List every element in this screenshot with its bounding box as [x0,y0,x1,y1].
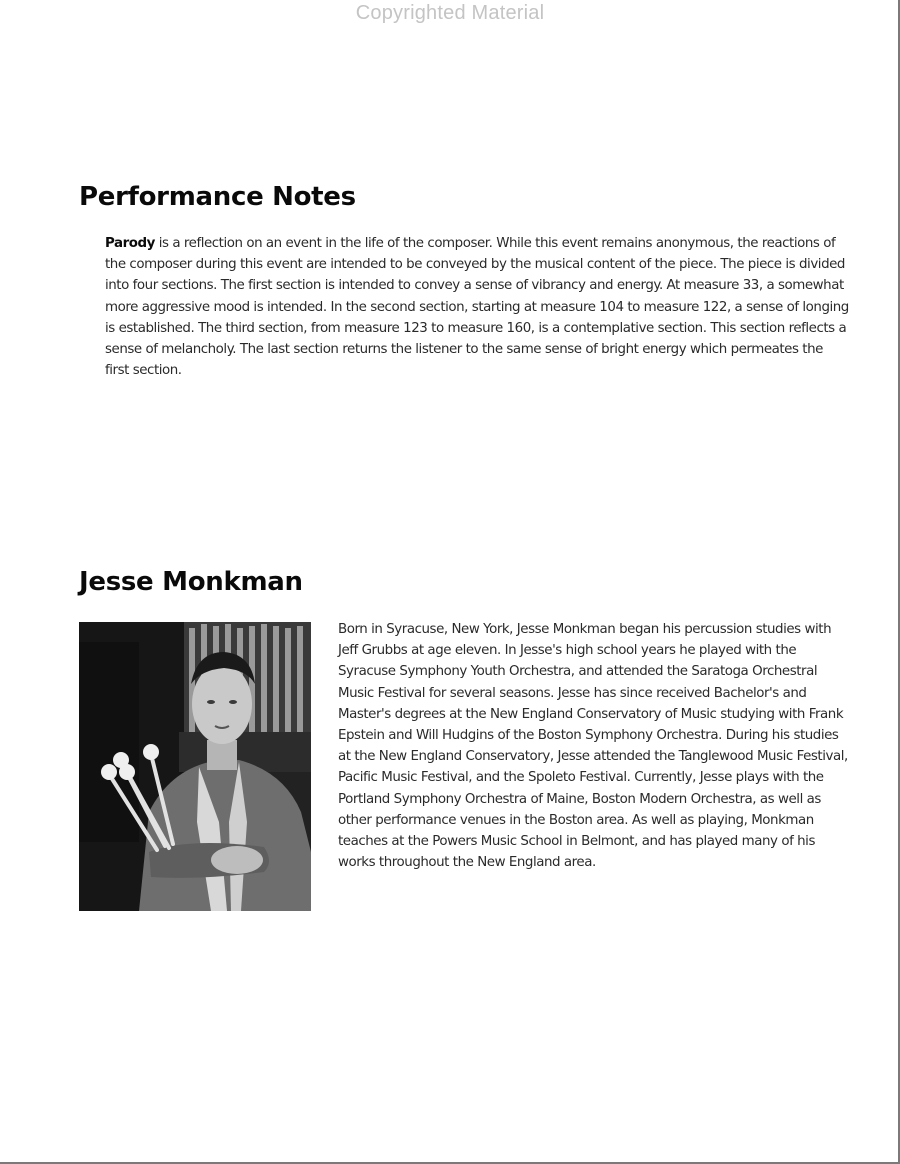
bio-title: Jesse Monkman [79,567,303,597]
bio-text: Born in Syracuse, New York, Jesse Monkman began his percussion studies with Jeff Grubbs at age eleven. In Jesse's high school years he played with the Syracuse Symphony Youth Orchestra, and attended the Saratoga Orchestral Music Festival for several seasons. Jesse has since received Bachelor's and Master's degrees at the New England Conservatory of Music studying with Frank Epstein and Will Hudgins of the Boston Symphony Orchestra. During his studies at the New England Conservatory, Jesse attended the Tanglewood Music Festival, Pacific Music Festival, and the Spoleto Festival. Currently, Jesse plays with the Portland Symphony Orchestra of Maine, Boston Modern Orchestra, as well as other performance venues in the Boston area. As well as playing, Monkman teaches at the Powers Music School in Belmont, and has played many of his works throughout the New England area. [338,622,848,871]
portrait-photo-icon [79,622,311,911]
copyright-watermark: Copyrighted Material [355,2,545,24]
performance-notes-body: is a reflection on an event in the life of the composer. While this event remains anonymous, the reactions of the composer during this event are intended to be conveyed by the musical content of the piece. The piece is divided into four sections. The first section is intended to convey a sense of vibrancy and energy. At measure 33, a somewhat more aggressive mood is intended. In the second section, starting at measure 104 to measure 122, a sense of longing is established. The third section, from measure 123 to measure 160, is a contemplative section. This section reflects a sense of melancholy. The last section returns the listener to the same sense of bright energy which permeates the first section. [105,236,849,379]
portrait-photo [79,622,311,911]
piece-title: Parody [105,236,155,251]
performance-notes-text [105,233,850,381]
performance-notes-title: Performance Notes [79,182,356,212]
